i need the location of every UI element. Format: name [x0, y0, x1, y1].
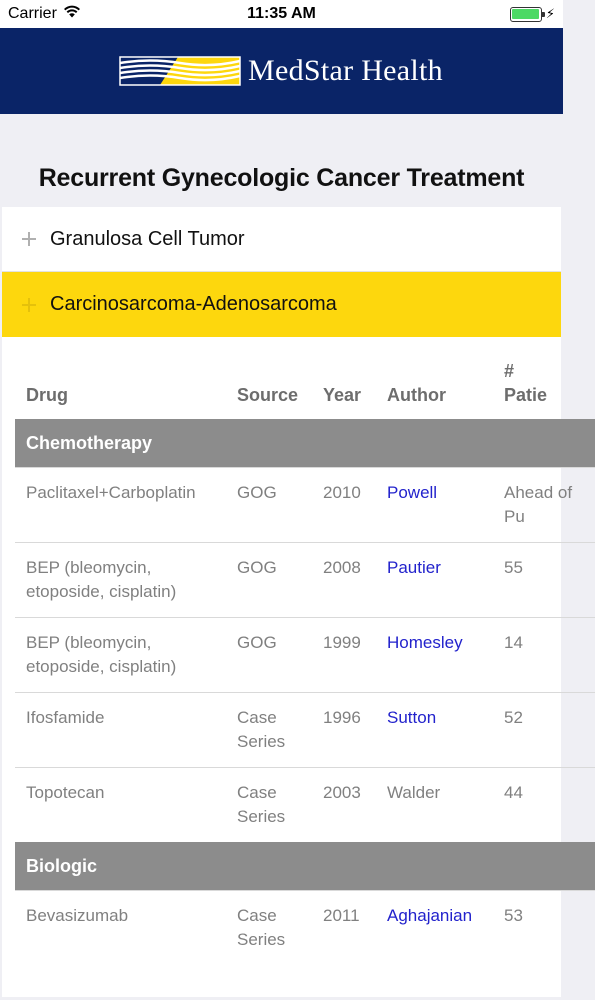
brand-name: MedStar Health: [248, 54, 443, 87]
medstar-logo-icon: [120, 57, 240, 85]
accordion-item-label: Granulosa Cell Tumor: [50, 227, 245, 250]
table-row: [15, 468, 595, 543]
treatment-table-area[interactable]: [2, 337, 573, 997]
accordion-item-label: Carcinosarcoma-Adenosarcoma: [50, 293, 337, 315]
plus-icon: [22, 298, 36, 312]
cell-patients: 55: [493, 543, 595, 618]
cell-year: 2011: [312, 891, 376, 966]
cell-year: 2008: [312, 543, 376, 618]
accordion-item-carcinosarcoma[interactable]: [2, 272, 561, 337]
accordion: [2, 207, 561, 337]
cell-source: GOG: [226, 618, 312, 693]
table-row: [15, 543, 595, 618]
cell-year: 1996: [312, 693, 376, 768]
patients-label: Patie: [504, 385, 548, 405]
cell-patients: 52: [493, 693, 595, 768]
author-link[interactable]: Aghajanian: [376, 891, 493, 966]
cell-patients: 53: [493, 891, 595, 966]
battery-icon: [510, 7, 542, 22]
cell-drug: BEP (bleomycin, etoposide, cisplatin): [15, 618, 226, 693]
cell-author: Walder: [376, 768, 493, 843]
column-header-patients[interactable]: [493, 359, 595, 419]
table-row: [15, 768, 595, 843]
carrier-label: Carrier: [8, 5, 57, 22]
cell-source: GOG: [226, 468, 312, 543]
accordion-item-granulosa[interactable]: [2, 207, 561, 272]
cell-source: Case Series: [226, 768, 312, 843]
charging-icon: ⚡: [545, 6, 555, 21]
app-header: [0, 28, 563, 114]
cell-year: 2010: [312, 468, 376, 543]
column-header-author[interactable]: Author: [387, 385, 446, 405]
table-header-row: [15, 359, 595, 419]
column-header-drug[interactable]: Drug: [26, 385, 68, 405]
table-row: [15, 891, 595, 966]
patients-prefix: #: [504, 361, 515, 381]
status-time: 11:35 AM: [247, 5, 316, 22]
table-clip: [15, 359, 573, 965]
section-header-row: [15, 842, 595, 891]
section-title: Biologic: [15, 842, 595, 891]
column-header-year[interactable]: Year: [323, 385, 362, 405]
plus-icon: [22, 232, 36, 246]
cell-year: 2003: [312, 768, 376, 843]
author-link[interactable]: Pautier: [376, 543, 493, 618]
cell-patients: Ahead of Pu: [493, 468, 595, 543]
status-right: [510, 6, 555, 22]
treatment-table: [15, 359, 595, 965]
section-title: Chemotherapy: [15, 419, 595, 468]
page-title-wrap: [0, 114, 563, 207]
cell-drug: Paclitaxel+Carboplatin: [15, 468, 226, 543]
status-bar: [0, 0, 563, 28]
cell-source: GOG: [226, 543, 312, 618]
column-header-source[interactable]: Source: [237, 385, 299, 405]
cell-drug: Topotecan: [15, 768, 226, 843]
table-body: [15, 419, 595, 965]
cell-source: Case Series: [226, 891, 312, 966]
cell-patients: 14: [493, 618, 595, 693]
cell-patients: 44: [493, 768, 595, 843]
author-link[interactable]: Sutton: [376, 693, 493, 768]
table-row: [15, 618, 595, 693]
cell-drug: Ifosfamide: [15, 693, 226, 768]
cell-year: 1999: [312, 618, 376, 693]
page-title: Recurrent Gynecologic Cancer Treatment: [38, 164, 525, 192]
table-row: [15, 693, 595, 768]
cell-source: Case Series: [226, 693, 312, 768]
author-link[interactable]: Powell: [376, 468, 493, 543]
section-header-row: [15, 419, 595, 468]
cell-drug: Bevasizumab: [15, 891, 226, 966]
author-link[interactable]: Homesley: [376, 618, 493, 693]
cell-drug: BEP (bleomycin, etoposide, cisplatin): [15, 543, 226, 618]
